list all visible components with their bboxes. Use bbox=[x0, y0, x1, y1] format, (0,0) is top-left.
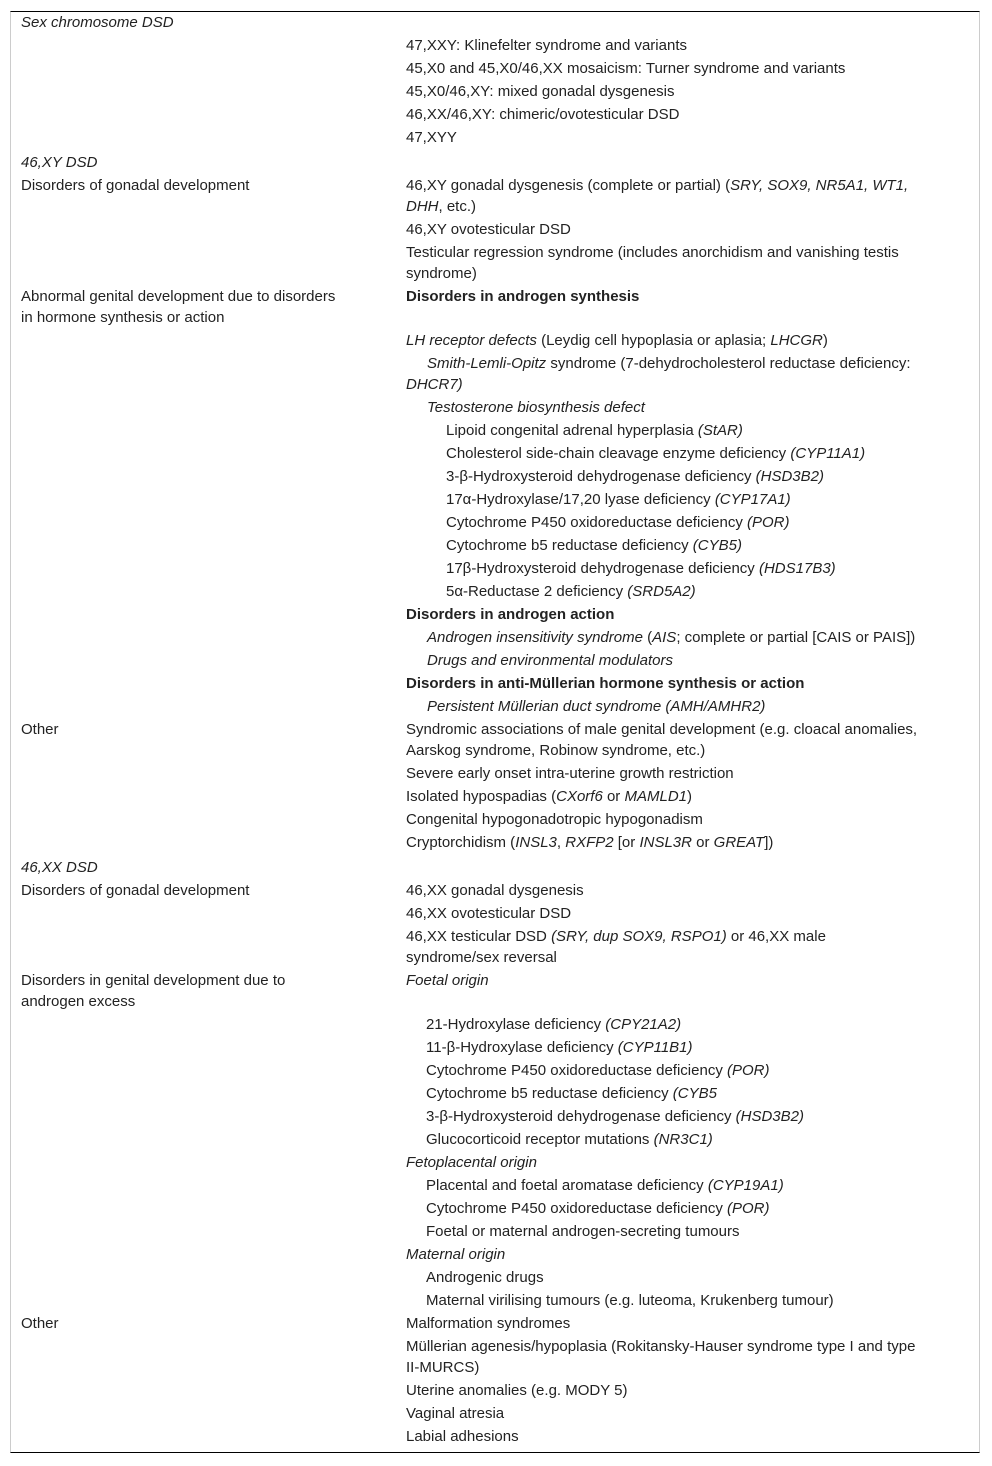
list-item bbox=[446, 535, 742, 556]
gene-names: (CYP17A1) bbox=[714, 491, 791, 508]
text: or bbox=[602, 788, 625, 805]
gene-names: MAMLD1 bbox=[624, 788, 687, 805]
text: Glucocorticoid receptor mutations bbox=[426, 1131, 654, 1148]
list-item: 46,XX ovotesticular DSD bbox=[406, 905, 572, 922]
list-item: Drugs and environmental modulators bbox=[427, 652, 673, 669]
gene-names: INSL3R bbox=[639, 834, 692, 851]
list-item bbox=[427, 353, 911, 374]
list-item bbox=[426, 1175, 784, 1196]
text: 17α-Hydroxylase/17,20 lyase deficiency bbox=[446, 491, 715, 508]
list-item bbox=[426, 1129, 713, 1150]
list-item: Testicular regression syndrome (includes anorchidism and vanishing testis bbox=[406, 244, 899, 261]
gene-names: (CYP11A1) bbox=[790, 445, 866, 462]
gene-names: (CPY21A2) bbox=[605, 1016, 682, 1033]
list-item: Persistent Müllerian duct syndrome (AMH/AMHR2) bbox=[427, 698, 766, 715]
list-item bbox=[446, 558, 836, 579]
text: ; complete or partial [CAIS or PAIS]) bbox=[676, 629, 916, 646]
subheading-androgen-synthesis: Disorders in androgen synthesis bbox=[406, 288, 640, 305]
category-label: Disorders of gonadal development bbox=[21, 177, 250, 194]
category-label: Disorders in genital development due to bbox=[21, 972, 286, 989]
text: ( bbox=[642, 629, 653, 646]
subheading-maternal-origin: Maternal origin bbox=[406, 1246, 506, 1263]
text: Cytochrome P450 oxidoreductase deficiency bbox=[426, 1062, 727, 1079]
list-item: 46,XX gonadal dysgenesis bbox=[406, 882, 584, 899]
list-item: Foetal or maternal androgen-secreting tumours bbox=[426, 1223, 740, 1240]
list-item bbox=[406, 832, 773, 853]
list-item-continued: DHCR7) bbox=[406, 376, 463, 393]
gene-names: INSL3 bbox=[515, 834, 557, 851]
text: or 46,XX male bbox=[726, 928, 826, 945]
subheading-androgen-action: Disorders in androgen action bbox=[406, 606, 615, 623]
list-item bbox=[426, 1060, 770, 1081]
gene-names: (CYP19A1) bbox=[707, 1177, 784, 1194]
list-item bbox=[446, 581, 696, 602]
text: Cytochrome b5 reductase deficiency bbox=[446, 537, 693, 554]
text: (Leydig cell hypoplasia or aplasia; bbox=[536, 332, 771, 349]
gene-names: (SRD5A2) bbox=[627, 583, 696, 600]
text: Cryptorchidism ( bbox=[406, 834, 516, 851]
text: Androgen insensitivity syndrome bbox=[427, 629, 643, 646]
text: 3-β-Hydroxysteroid dehydrogenase deficiency bbox=[426, 1108, 736, 1125]
text: 46,XX testicular DSD bbox=[406, 928, 552, 945]
list-item: Malformation syndromes bbox=[406, 1315, 571, 1332]
category-label-continued: in hormone synthesis or action bbox=[21, 309, 225, 326]
gene-names: (POR) bbox=[727, 1062, 770, 1079]
list-item bbox=[446, 466, 824, 487]
section-heading-sex-chromosome: Sex chromosome DSD bbox=[21, 14, 174, 31]
subheading-fetoplacental-origin: Fetoplacental origin bbox=[406, 1154, 537, 1171]
category-label: Other bbox=[21, 721, 59, 738]
category-label: Disorders of gonadal development bbox=[21, 882, 250, 899]
text: Isolated hypospadias ( bbox=[406, 788, 557, 805]
list-item bbox=[446, 443, 865, 464]
list-item: Androgenic drugs bbox=[426, 1269, 544, 1286]
gene-names: (POR) bbox=[747, 514, 790, 531]
list-item: Labial adhesions bbox=[406, 1428, 519, 1445]
list-item bbox=[426, 1083, 717, 1104]
category-label: Abnormal genital development due to disorders bbox=[21, 288, 336, 305]
text: 5α-Reductase 2 deficiency bbox=[446, 583, 628, 600]
section-heading-46xy: 46,XY DSD bbox=[21, 154, 98, 171]
text: , etc.) bbox=[438, 198, 477, 215]
list-item: 45,X0/46,XY: mixed gonadal dysgenesis bbox=[406, 83, 675, 100]
list-item: Congenital hypogonadotropic hypogonadism bbox=[406, 811, 703, 828]
text: 46,XY gonadal dysgenesis (complete or partial) ( bbox=[406, 177, 731, 194]
gene-names: (CYB5) bbox=[692, 537, 742, 554]
category-label: Other bbox=[21, 1315, 59, 1332]
text: or bbox=[691, 834, 714, 851]
list-item: 45,X0 and 45,X0/46,XX mosaicism: Turner syndrome and variants bbox=[406, 60, 846, 77]
list-item: 47,XXY: Klinefelter syndrome and variants bbox=[406, 37, 687, 54]
gene-names: (HDS17B3) bbox=[758, 560, 836, 577]
gene-names: (StAR) bbox=[697, 422, 743, 439]
list-item: Severe early onset intra-uterine growth restriction bbox=[406, 765, 734, 782]
gene-names: (CYB5 bbox=[672, 1085, 717, 1102]
gene-names: DHH bbox=[406, 198, 439, 215]
list-item: Syndromic associations of male genital development (e.g. cloacal anomalies, bbox=[406, 721, 918, 738]
list-item-continued bbox=[406, 196, 476, 217]
list-item bbox=[406, 330, 828, 351]
list-item: 46,XX/46,XY: chimeric/ovotesticular DSD bbox=[406, 106, 680, 123]
gene-names: (POR) bbox=[727, 1200, 770, 1217]
gene-names: (SRY, dup SOX9, RSPO1) bbox=[551, 928, 727, 945]
text: ]) bbox=[764, 834, 774, 851]
text: ) bbox=[822, 332, 828, 349]
list-item-continued: Aarskog syndrome, Robinow syndrome, etc.) bbox=[406, 742, 706, 759]
list-item bbox=[426, 1014, 681, 1035]
section-heading-46xx: 46,XX DSD bbox=[21, 859, 98, 876]
text: 17β-Hydroxysteroid dehydrogenase deficiency bbox=[446, 560, 759, 577]
list-item bbox=[406, 175, 908, 196]
gene-names: (NR3C1) bbox=[653, 1131, 713, 1148]
list-item: Uterine anomalies (e.g. MODY 5) bbox=[406, 1382, 628, 1399]
list-item bbox=[446, 420, 743, 441]
list-item bbox=[426, 1106, 804, 1127]
list-item: Müllerian agenesis/hypoplasia (Rokitansky-Hauser syndrome type I and type bbox=[406, 1338, 916, 1355]
text: Lipoid congenital adrenal hyperplasia bbox=[446, 422, 698, 439]
list-item-continued: syndrome) bbox=[406, 265, 477, 282]
gene-names: (CYP11B1) bbox=[617, 1039, 693, 1056]
text: Placental and foetal aromatase deficiency bbox=[426, 1177, 708, 1194]
gene-names: LHCGR bbox=[770, 332, 823, 349]
text: Cytochrome P450 oxidoreductase deficiency bbox=[426, 1200, 727, 1217]
category-label-continued: androgen excess bbox=[21, 993, 136, 1010]
text: , bbox=[556, 834, 566, 851]
text: 3-β-Hydroxysteroid dehydrogenase deficiency bbox=[446, 468, 756, 485]
text: Cytochrome P450 oxidoreductase deficiency bbox=[446, 514, 747, 531]
list-item: Vaginal atresia bbox=[406, 1405, 505, 1422]
list-item bbox=[406, 926, 826, 947]
gene-names: RXFP2 bbox=[565, 834, 614, 851]
text: [or bbox=[613, 834, 640, 851]
subheading-testosterone: Testosterone biosynthesis defect bbox=[427, 399, 645, 416]
list-item bbox=[406, 786, 692, 807]
list-item-continued: syndrome/sex reversal bbox=[406, 949, 557, 966]
list-item: Maternal virilising tumours (e.g. luteoma, Krukenberg tumour) bbox=[426, 1292, 834, 1309]
list-item bbox=[446, 512, 790, 533]
text: syndrome (7-dehydrocholesterol reductase deficiency: bbox=[546, 355, 911, 372]
gene-names: CXorf6 bbox=[556, 788, 603, 805]
list-item bbox=[446, 489, 791, 510]
list-item bbox=[427, 627, 915, 648]
subheading-foetal-origin: Foetal origin bbox=[406, 972, 489, 989]
text: 11-β-Hydroxylase deficiency bbox=[426, 1039, 618, 1056]
text: 21-Hydroxylase deficiency bbox=[426, 1016, 606, 1033]
subheading-amh: Disorders in anti-Müllerian hormone synthesis or action bbox=[406, 675, 805, 692]
gene-names: (HSD3B2) bbox=[735, 1108, 804, 1125]
list-item bbox=[426, 1198, 770, 1219]
gene-names: (HSD3B2) bbox=[755, 468, 824, 485]
text: ) bbox=[687, 788, 692, 805]
gene-names: SRY, SOX9, NR5A1, WT1, bbox=[730, 177, 909, 194]
text: Cytochrome b5 reductase deficiency bbox=[426, 1085, 673, 1102]
text: Smith-Lemli-Opitz bbox=[427, 355, 547, 372]
list-item bbox=[426, 1037, 693, 1058]
gene-names: GREAT bbox=[713, 834, 765, 851]
list-item-continued: II-MURCS) bbox=[406, 1359, 480, 1376]
text: Cholesterol side-chain cleavage enzyme deficiency bbox=[446, 445, 791, 462]
text: AIS bbox=[652, 629, 677, 646]
list-item: 47,XYY bbox=[406, 129, 457, 146]
list-item: 46,XY ovotesticular DSD bbox=[406, 221, 571, 238]
text: LH receptor defects bbox=[406, 332, 537, 349]
